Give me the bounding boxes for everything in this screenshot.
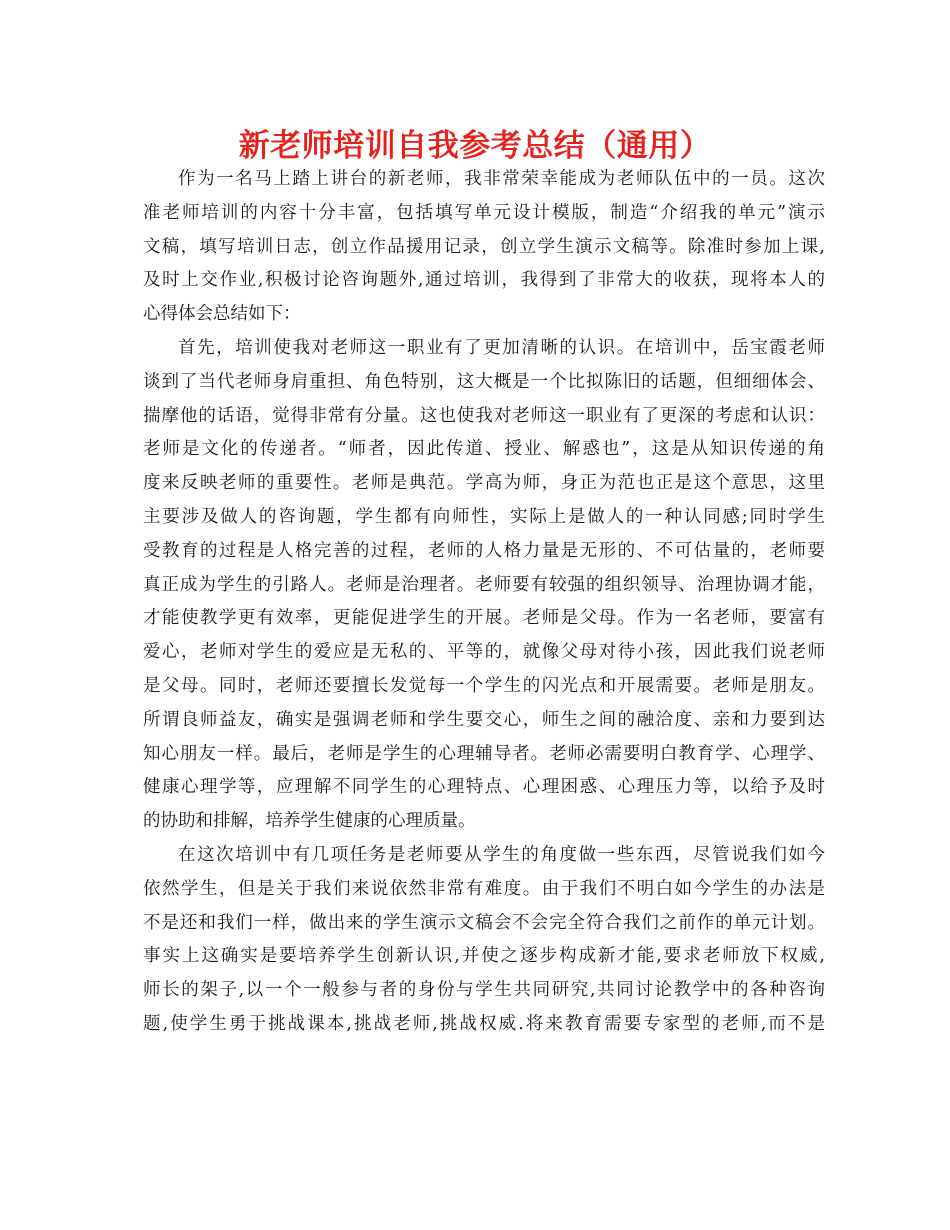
text-line: 爱心，老师对学生的爱应是无私的、平等的，就像父母对待小孩，因此我们说老师 [143,642,825,663]
text-line: 是父母。同时，老师还要擅长发觉每一个学生的闪光点和开展需要。老师是朋友。 [143,675,825,696]
paragraph-training-tasks [143,839,825,1042]
text-line: 的协助和排解，培养学生健康的心理质量。 [143,811,476,832]
text-line: 健康心理学等，应理解不同学生的心理特点、心理困惑、心理压力等，以给予及时 [143,777,825,798]
text-line: 真正成为学生的引路人。老师是治理者。老师要有较强的组织领导、治理协调才能， [143,574,825,595]
text-line: 度来反映老师的重要性。老师是典范。学高为师，身正为范也正是这个意思，这里 [143,473,825,494]
paragraph-teacher-roles [143,332,825,839]
text-line: 不是还和我们一样，做出来的学生演示文稿会不会完全符合我们之前作的单元计划。 [143,912,825,933]
text-line: 师长的架子,以一个一般参与者的身份与学生共同研究,共同讨论教学中的各种咨询 [143,980,825,1001]
text-line: 在这次培训中有几项任务是老师要从学生的角度做一些东西，尽管说我们如今 [178,844,825,865]
text-line: 才能使教学更有效率，更能促进学生的开展。老师是父母。作为一名老师，要富有 [143,608,825,629]
document-body [143,163,825,1042]
text-line: 知心朋友一样。最后，老师是学生的心理辅导者。老师必需要明白教育学、心理学、 [143,743,825,764]
text-line: 所谓良师益友，确实是强调老师和学生要交心，师生之间的融洽度、亲和力要到达 [143,709,825,730]
text-line: 及时上交作业,积极讨论咨询题外,通过培训，我得到了非常大的收获，现将本人的 [143,270,825,291]
document-title: 新老师培训自我参考总结（通用） [238,128,712,164]
text-line: 老师是文化的传递者。“师者，因此传道、授业、解惑也”，这是从知识传递的角 [143,439,825,460]
text-line: 受教育的过程是人格完善的过程，老师的人格力量是无形的、不可估量的，老师要 [143,540,825,561]
text-line: 主要涉及做人的咨询题，学生都有向师性，实际上是做人的一种认同感;同时学生 [143,506,825,527]
text-line: 事实上这确实是要培养学生创新认识,并使之逐步构成新才能,要求老师放下权威, [143,946,825,967]
text-line: 揣摩他的话语，觉得非常有分量。这也使我对老师这一职业有了更深的考虑和认识： [143,405,825,426]
text-line: 谈到了当代老师身肩重担、角色特别，这大概是一个比拟陈旧的话题，但细细体会、 [143,371,825,392]
text-line: 依然学生，但是关于我们来说依然非常有难度。由于我们不明白如今学生的办法是 [143,878,825,899]
text-line: 心得体会总结如下： [143,304,301,325]
text-line: 文稿，填写培训日志，创立作品援用记录，创立学生演示文稿等。除准时参加上课, [143,236,825,257]
text-line: 题,使学生勇于挑战课本,挑战老师,挑战权威.将来教育需要专家型的老师,而不是 [143,1013,825,1034]
text-line: 首先，培训使我对老师这一职业有了更加清晰的认识。在培训中，岳宝霞老师 [178,337,825,358]
text-line: 作为一名马上踏上讲台的新老师，我非常荣幸能成为老师队伍中的一员。这次 [178,169,825,189]
paragraph-intro [143,163,825,332]
text-line: 准老师培训的内容十分丰富，包括填写单元设计模版，制造“介绍我的单元”演示 [143,202,825,223]
